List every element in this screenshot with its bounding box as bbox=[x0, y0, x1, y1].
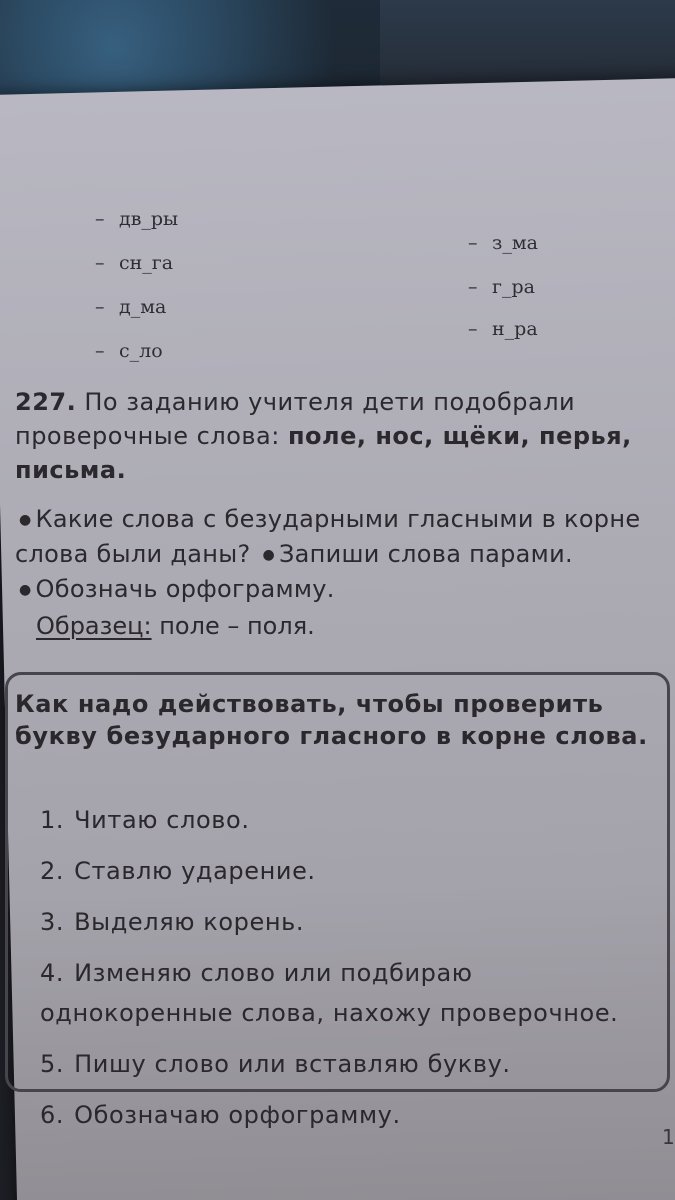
list-item bbox=[40, 1044, 670, 1084]
instruction: Запиши слова парами. bbox=[278, 540, 573, 568]
step-text: Читаю слово. bbox=[74, 806, 250, 834]
gap-word: з_ма bbox=[492, 232, 538, 254]
list-item bbox=[468, 318, 538, 340]
list-item bbox=[95, 252, 173, 274]
rule-steps bbox=[40, 800, 670, 1146]
list-item bbox=[40, 902, 670, 942]
dash: – bbox=[95, 208, 105, 230]
list-item bbox=[40, 1095, 670, 1135]
list-item bbox=[40, 851, 670, 891]
step-text: Выделяю корень. bbox=[74, 908, 305, 936]
bullet-icon: ● bbox=[19, 582, 32, 598]
bullet-icon: ● bbox=[262, 547, 275, 563]
list-item bbox=[95, 340, 163, 362]
step-number: 6. bbox=[40, 1101, 65, 1129]
sample-pair: поле – поля. bbox=[159, 612, 315, 640]
gap-word: д_ма bbox=[119, 296, 167, 318]
exercise-words: поле, нос, щёки, перья, письма. bbox=[15, 422, 632, 484]
dash: – bbox=[468, 276, 478, 298]
step-number: 3. bbox=[40, 908, 65, 936]
list-item bbox=[468, 232, 538, 254]
dash: – bbox=[95, 340, 105, 362]
sample-line bbox=[36, 612, 315, 640]
step-text: Ставлю ударение. bbox=[74, 857, 316, 885]
step-number: 4. bbox=[40, 959, 65, 987]
list-item bbox=[40, 953, 670, 1033]
list-item bbox=[95, 296, 166, 318]
step-text: Изменяю слово или подбираю однокоренные слова, нахожу проверочное. bbox=[40, 959, 619, 1027]
step-text: Обозначаю орфограмму. bbox=[74, 1101, 401, 1129]
instruction: Какие слова с безударными гласными в корне слова были даны? bbox=[15, 505, 641, 568]
list-item bbox=[468, 276, 535, 298]
step-number: 1. bbox=[40, 806, 65, 834]
step-number: 2. bbox=[40, 857, 65, 885]
dash: – bbox=[95, 252, 105, 274]
gap-word: дв_ры bbox=[119, 208, 179, 230]
gap-word: г_ра bbox=[492, 276, 535, 298]
dash: – bbox=[468, 318, 478, 340]
exercise-number: 227. bbox=[15, 388, 77, 416]
list-item bbox=[95, 208, 178, 230]
exercise-statement bbox=[15, 385, 665, 487]
step-text: Пишу слово или вставляю букву. bbox=[74, 1050, 511, 1078]
step-number: 5. bbox=[40, 1050, 65, 1078]
exercise-instructions bbox=[15, 502, 665, 607]
sample-label: Образец: bbox=[36, 612, 152, 640]
instruction: Обозначь орфограмму. bbox=[35, 575, 335, 603]
dash: – bbox=[468, 232, 478, 254]
page-number: 1 bbox=[662, 1125, 675, 1149]
bullet-icon: ● bbox=[19, 512, 32, 528]
dash: – bbox=[95, 296, 105, 318]
gap-word: с_ло bbox=[119, 340, 163, 362]
exercise-text: По заданию учителя дети подобрали проверочные слова: bbox=[15, 388, 576, 450]
gap-word: сн_га bbox=[119, 252, 174, 274]
rule-title: Как надо действовать, чтобы проверить букву безударного гласного в корне слова. bbox=[15, 690, 648, 750]
list-item bbox=[40, 800, 670, 840]
gap-word: н_ра bbox=[492, 318, 538, 340]
